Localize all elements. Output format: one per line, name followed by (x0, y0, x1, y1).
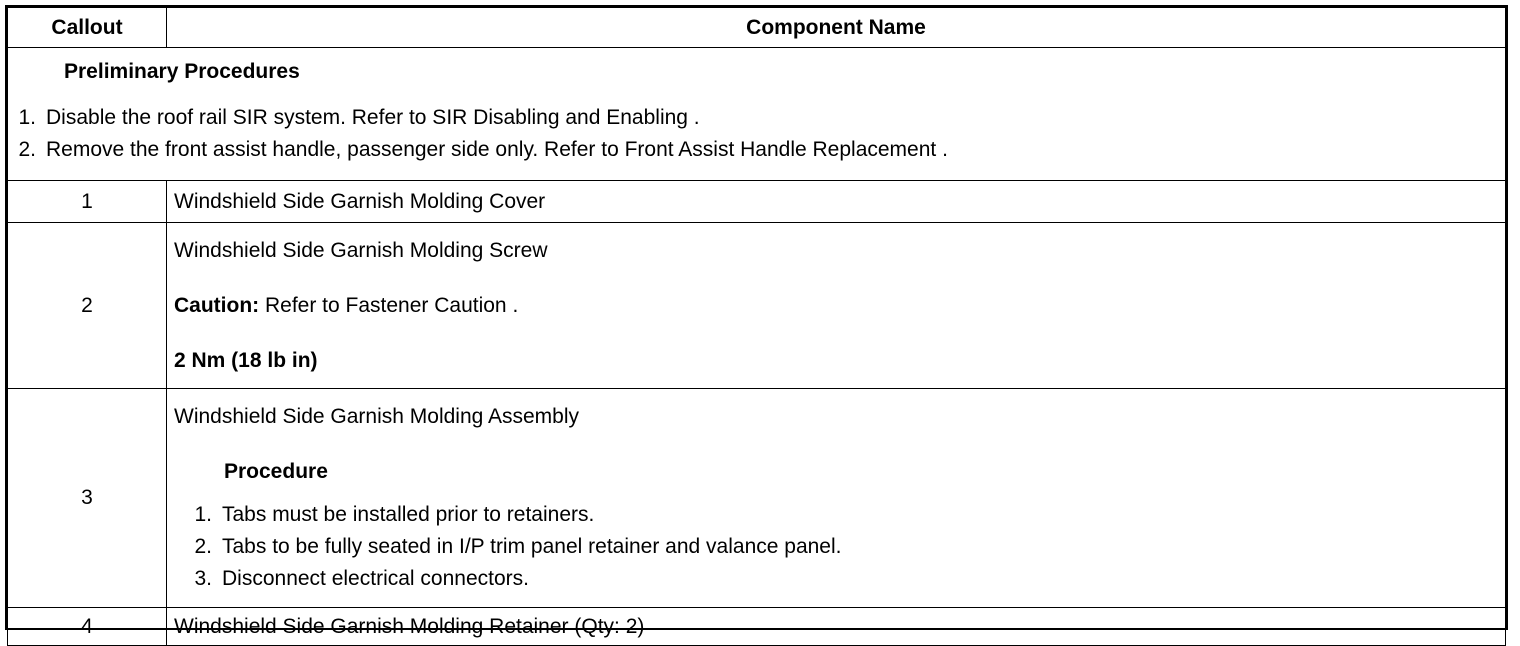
table-row (8, 223, 1506, 389)
component-name: Windshield Side Garnish Molding Screw (174, 239, 548, 262)
caution-text: Refer to Fastener Caution . (259, 294, 519, 317)
preliminary-title: Preliminary Procedures (64, 60, 300, 83)
step-text: Remove the front assist handle, passenger side only. Refer to Front Assist Handle Replacement . (46, 138, 948, 161)
callout-cell: 4 (8, 608, 167, 646)
component-name-cell (167, 223, 1506, 389)
preliminary-row (8, 48, 1506, 181)
procedure-step (174, 499, 1505, 531)
table-row (8, 389, 1506, 608)
step-text: Tabs must be installed prior to retainers. (222, 503, 595, 526)
procedure-step (174, 531, 1505, 563)
component-table (7, 7, 1506, 646)
callout-cell: 2 (8, 223, 167, 389)
table-row (8, 181, 1506, 223)
step-text: Disable the roof rail SIR system. Refer to SIR Disabling and Enabling . (46, 106, 700, 129)
component-name-cell: Windshield Side Garnish Molding Cover (167, 181, 1506, 223)
step-number: 1. (18, 106, 36, 129)
step-number: 2. (194, 535, 212, 558)
torque-spec: 2 Nm (18 lb in) (174, 349, 318, 372)
component-name: Windshield Side Garnish Molding Assembly (174, 405, 580, 428)
step-number: 1. (194, 503, 212, 526)
preliminary-step (8, 102, 1505, 134)
step-text: Disconnect electrical connectors. (222, 567, 529, 590)
step-number: 2. (18, 138, 36, 161)
header-component-name: Component Name (167, 8, 1506, 48)
header-callout: Callout (8, 8, 167, 48)
preliminary-steps (8, 102, 1505, 166)
component-name-cell (167, 389, 1506, 608)
callout-cell: 3 (8, 389, 167, 608)
component-name-cell: Windshield Side Garnish Molding Retainer (Qty: 2) (167, 608, 1506, 646)
procedure-steps (174, 499, 1505, 595)
caution-line (174, 278, 1505, 333)
preliminary-step (8, 134, 1505, 166)
component-table-frame (5, 5, 1508, 638)
procedure-step (174, 563, 1505, 595)
step-number: 3. (194, 567, 212, 590)
callout-cell: 1 (8, 181, 167, 223)
step-text: Tabs to be fully seated in I/P trim panel retainer and valance panel. (222, 535, 842, 558)
preliminary-cell (8, 48, 1506, 181)
header-row (8, 8, 1506, 48)
procedure-title: Procedure (224, 460, 328, 483)
caution-label: Caution: (174, 294, 260, 317)
